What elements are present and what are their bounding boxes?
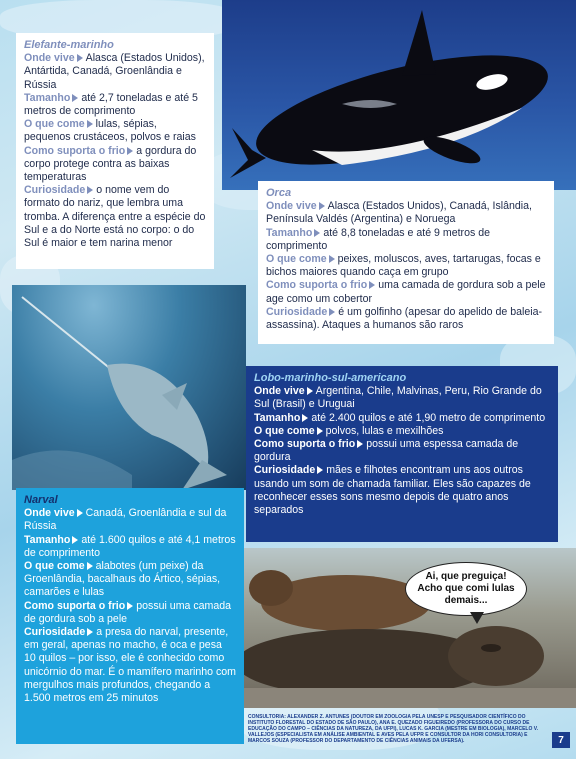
cold-value: a gordura do corpo protege contra as baixas temperaturas	[24, 144, 197, 184]
cold-label: Como suporta o frio	[24, 599, 126, 612]
curiosity-label: Curiosidade	[24, 626, 86, 639]
arrow-icon	[72, 94, 78, 102]
arrow-icon	[302, 414, 308, 422]
diet-value: lulas, sépias, pequenos crustáceos, polvos e raias	[24, 118, 196, 144]
arrow-icon	[87, 562, 93, 570]
size-value: até 2,7 toneladas e até 5 metros de comprimento	[24, 91, 198, 118]
size-value: até 1.600 quilos e até 4,1 metros de comprimento	[24, 533, 236, 559]
diet-row	[24, 118, 206, 144]
arrow-icon	[72, 536, 78, 544]
narwhal-illustration	[12, 285, 246, 490]
orca-card	[258, 181, 554, 344]
cold-label: Como suporta o frio	[266, 279, 368, 292]
curiosity-value: a presa do narval, presente, em geral, apenas no macho, é oca e pesa 10 quilos – por isso, ele é conhecido como unicórnio do mar. É o mamífero marinho com mergulhos mais profundos, chegando a 1.500 metros em 25 minutos	[24, 626, 236, 705]
diet-value: alabotes (um peixe) da Groenlândia, bacalhaus do Ártico, sépias, camarões e lulas	[24, 560, 221, 599]
sea-lion-card	[246, 366, 558, 542]
orca-photo	[222, 0, 576, 190]
where-lives-value: Alasca (Estados Unidos), Canadá, Islândia, Península Valdés (Argentina) e Noruega	[266, 200, 532, 226]
cold-value: possui uma espessa camada de gordura	[254, 438, 519, 464]
diet-value: polvos, lulas e mexilhões	[325, 424, 444, 437]
cold-label: Como suporta o frio	[254, 438, 356, 451]
arrow-icon	[369, 281, 375, 289]
cold-row	[266, 279, 546, 305]
where-lives-row	[266, 200, 546, 226]
speech-line: demais...	[444, 595, 488, 606]
speech-line: Acho que comi lulas	[417, 583, 515, 594]
size-label: Tamanho	[24, 91, 71, 104]
size-row	[24, 534, 236, 560]
card-title: Elefante-marinho	[24, 39, 114, 51]
orca-illustration	[222, 0, 576, 190]
narwhal-card	[16, 488, 244, 744]
arrow-icon	[77, 509, 83, 517]
size-value: até 8,8 toneladas e até 9 metros de comprimento	[266, 226, 490, 252]
curiosity-row	[24, 184, 206, 250]
where-lives-label: Onde vive	[266, 200, 317, 213]
curiosity-row	[254, 464, 550, 517]
where-lives-row	[254, 385, 550, 411]
sea-lions-photo	[236, 548, 576, 708]
cold-row	[254, 438, 550, 464]
where-lives-row	[24, 52, 206, 92]
curiosity-row	[266, 306, 546, 332]
where-lives-label: Onde vive	[24, 52, 75, 65]
diet-label: O que come	[24, 118, 85, 131]
curiosity-value: mães e filhotes encontram uns aos outros usando um som de chamada familiar. Eles são capazes de reconhecer esses sons mesmo depois de quatro anos separados	[254, 464, 531, 517]
curiosity-label: Curiosidade	[24, 184, 86, 197]
where-lives-value: Canadá, Groenlândia e sul da Rússia	[24, 507, 227, 533]
card-title: Orca	[266, 187, 292, 199]
arrow-icon	[127, 602, 133, 610]
where-lives-label: Onde vive	[254, 385, 305, 398]
diet-label: O que come	[24, 560, 85, 573]
cold-value: possui uma camada de gordura sob a pele	[24, 599, 232, 625]
page-number: 7	[552, 732, 570, 748]
card-title: Narval	[24, 494, 58, 506]
arrow-icon	[329, 308, 335, 316]
where-lives-row	[24, 507, 236, 533]
size-label: Tamanho	[254, 411, 301, 424]
arrow-icon	[127, 147, 133, 155]
curiosity-row	[24, 626, 236, 705]
arrow-icon	[307, 387, 313, 395]
speech-bubble	[405, 562, 527, 616]
where-lives-value: Argentina, Chile, Malvinas, Peru, Rio Grande do Sul (Brasil) e Uruguai	[254, 385, 542, 411]
arrow-icon	[357, 440, 363, 448]
where-lives-label: Onde vive	[24, 507, 75, 520]
sea-lions-illustration	[236, 548, 576, 708]
size-label: Tamanho	[266, 226, 313, 239]
cold-row	[24, 145, 206, 185]
arrow-icon	[87, 120, 93, 128]
size-value: até 2.400 quilos e até 1,90 metro de comprimento	[311, 411, 546, 424]
size-row	[254, 412, 550, 425]
where-lives-value: Alasca (Estados Unidos), Antártida, Canadá, Groenlândia e Rússia	[24, 52, 205, 91]
curiosity-value: é um golfinho (apesar do apelido de baleia-assassina). Ataques a humanos são raros	[266, 305, 543, 332]
card-title: Lobo-marinho-sul-americano	[254, 372, 407, 384]
curiosity-value: o nome vem do formato do nariz, que lembra uma tromba. A diferença entre a espécie do Sul e a do Norte está no corpo: o do Sul é maior e tem narina menor	[24, 184, 206, 250]
arrow-icon	[77, 54, 83, 62]
size-label: Tamanho	[24, 533, 71, 546]
arrow-icon	[319, 202, 325, 210]
diet-label: O que come	[266, 253, 327, 266]
curiosity-label: Curiosidade	[254, 464, 316, 477]
speech-bubble-tail	[470, 612, 484, 624]
arrow-icon	[87, 186, 93, 194]
curiosity-label: Curiosidade	[266, 305, 328, 318]
diet-value: peixes, moluscos, aves, tartarugas, focas e bichos maiores quando caça em grupo	[266, 253, 541, 279]
cold-value: uma camada de gordura sob a pele age como um cobertor	[266, 279, 546, 305]
size-row	[266, 227, 546, 253]
consultancy-credits: CONSULTORIA: ALEXANDER Z. ANTUNES (DOUTOR EM ZOOLOGIA PELA UNESP E PESQUISADOR CIENTÍFICO DO INSTITUTO FLORESTAL DO ESTADO DE SÃO PAULO), ANA E. QUEZADO FIGUEIREDO (PROFESSORA DO CURSO DE EDUCAÇÃO DO CAMPO – CIÊNCIAS DA NATUREZA, DA UFPI), LUCAS K. GARCIA (MESTRE EM BIOLOGIA), MARCELO V. VALLEJOS (ESPECIALISTA EM ANÁLISE AMBIENTAL E AVES PELA UFPR E CONSULTOR DA HORI CONSULTORIA) E MARCOS SOUZA (PROFESSOR DO DEPARTAMENTO DE CIÊNCIAS ANIMAIS DA UFERSA).	[248, 714, 539, 744]
arrow-icon	[314, 229, 320, 237]
diet-row	[254, 425, 550, 438]
size-row	[24, 92, 206, 118]
cold-label: Como suporta o frio	[24, 144, 126, 157]
diet-label: O que come	[254, 424, 315, 437]
diet-row	[266, 253, 546, 279]
narwhal-photo	[12, 285, 246, 490]
arrow-icon	[317, 466, 323, 474]
arrow-icon	[87, 628, 93, 636]
speech-line: Ai, que preguiça!	[425, 571, 507, 582]
diet-row	[24, 560, 236, 600]
arrow-icon	[329, 255, 335, 263]
cold-row	[24, 600, 236, 626]
elephant-seal-card	[16, 33, 214, 269]
arrow-icon	[317, 427, 323, 435]
